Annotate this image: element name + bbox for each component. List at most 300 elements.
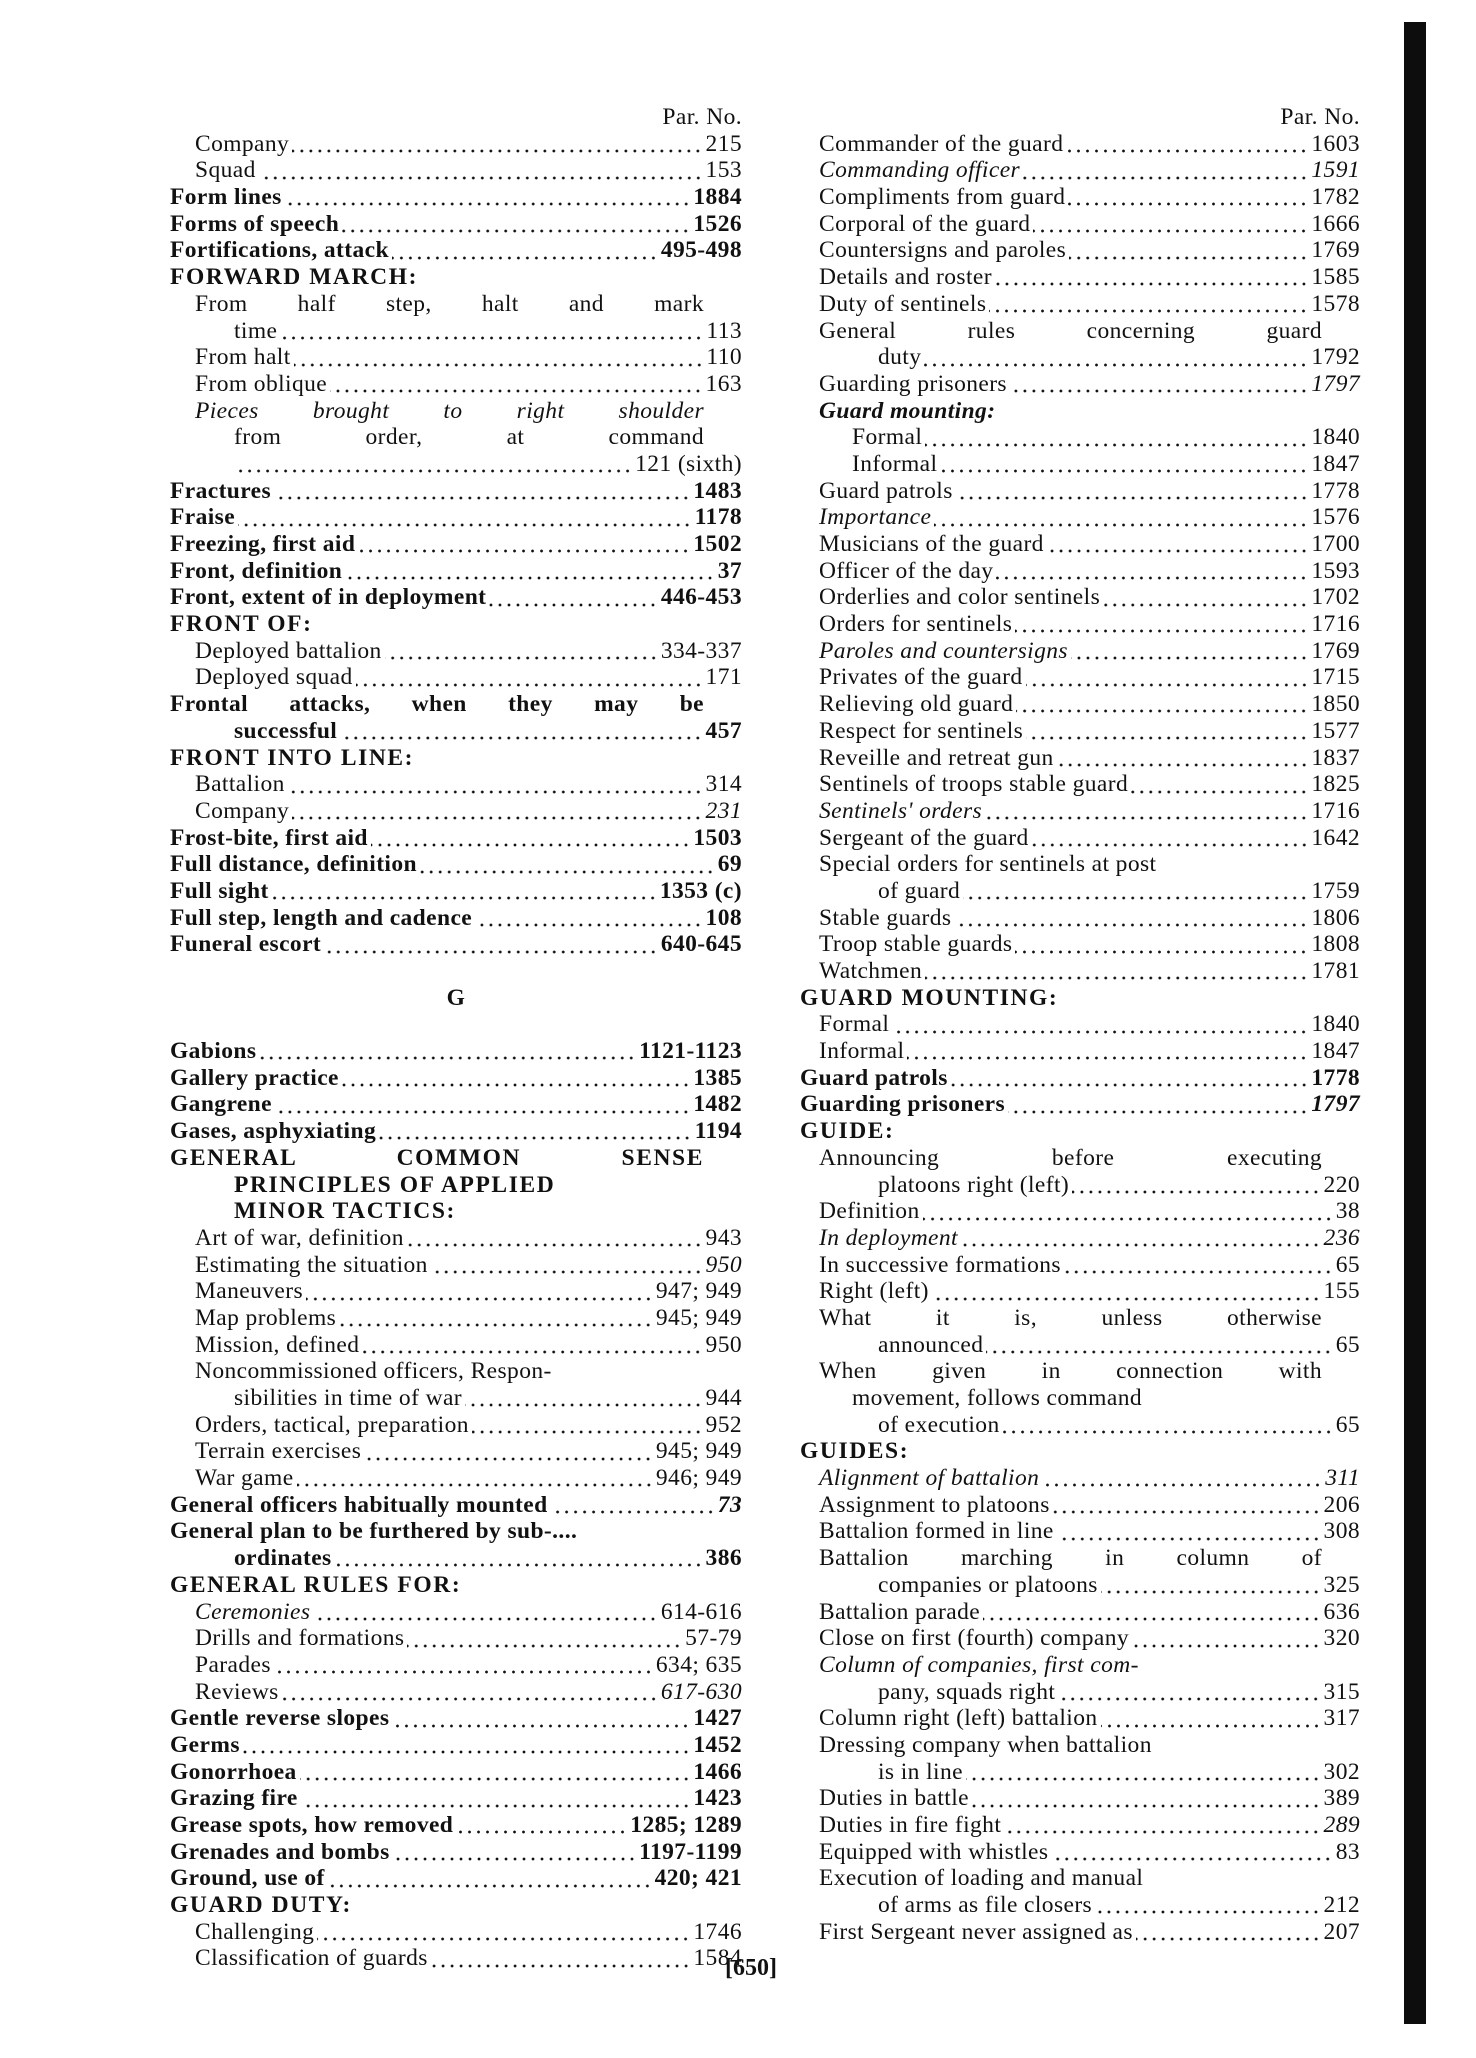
paragraph-number: 171 — [705, 664, 742, 691]
paragraph-number: 1797 — [1311, 1091, 1360, 1118]
entry-label: Alignment of battalion — [819, 1465, 1040, 1492]
dot-leader — [272, 895, 657, 901]
dot-leader — [1131, 789, 1308, 795]
index-entry — [800, 318, 1360, 345]
index-entry — [170, 1278, 742, 1305]
index-entry — [170, 771, 742, 798]
index-entry — [800, 771, 1360, 798]
index-entry — [800, 691, 1360, 718]
paragraph-number: 1502 — [693, 531, 742, 557]
entry-label: General officers habitually mounted — [170, 1491, 548, 1518]
index-entry — [170, 531, 742, 558]
index-entry — [170, 1438, 742, 1465]
entry-label: Frontal attacks, when they may be — [170, 691, 704, 718]
paragraph-number: 110 — [706, 344, 742, 371]
entry-label: Freezing, first aid — [170, 531, 356, 557]
index-entry — [170, 931, 742, 958]
dot-leader — [932, 1296, 1321, 1302]
entry-label: FORWARD MARCH: — [170, 264, 419, 291]
entry-label: Challenging — [195, 1918, 315, 1945]
dot-leader — [986, 1349, 1332, 1355]
paragraph-number: 215 — [705, 130, 742, 157]
paragraph-number: 1178 — [694, 504, 742, 531]
paragraph-number: 947; 949 — [655, 1278, 742, 1305]
index-entry — [800, 371, 1360, 398]
index-entry — [800, 584, 1360, 611]
index-entry — [170, 825, 742, 852]
dot-leader — [1068, 201, 1308, 207]
paragraph-number: 83 — [1335, 1838, 1360, 1865]
index-entry — [170, 1759, 742, 1786]
blank-line — [170, 1011, 742, 1038]
paragraph-number: 57-79 — [685, 1625, 742, 1652]
paragraph-number: 1850 — [1311, 691, 1360, 718]
paragraph-number: 308 — [1323, 1518, 1360, 1545]
paragraph-number: 1585 — [1311, 264, 1360, 291]
entry-label: Guard patrols — [819, 477, 953, 504]
entry-label: Commanding officer — [819, 157, 1021, 184]
dot-leader — [1032, 842, 1309, 848]
dot-leader — [1023, 175, 1308, 181]
index-entry — [170, 344, 742, 371]
index-entry — [170, 504, 742, 531]
entry-label: Guarding prisoners — [800, 1091, 1006, 1118]
index-entry — [800, 878, 1360, 905]
entry-label: of execution — [878, 1411, 1000, 1438]
index-entry — [170, 1705, 742, 1732]
paragraph-number: 163 — [705, 370, 742, 397]
index-entry — [170, 1732, 742, 1759]
entry-label: Duty of sentinels — [819, 290, 987, 317]
entry-label: Paroles and countersigns — [819, 637, 1068, 664]
dot-leader — [963, 895, 1308, 901]
index-entry — [170, 1305, 742, 1332]
entry-label: Gases, asphyxiating — [170, 1118, 377, 1145]
entry-label: Guard mounting: — [819, 397, 996, 424]
paragraph-number: 1808 — [1311, 931, 1360, 958]
dot-leader — [951, 1082, 1309, 1088]
entry-label: Full distance, definition — [170, 851, 417, 878]
paragraph-number: 325 — [1323, 1571, 1360, 1598]
index-entry — [170, 1412, 742, 1439]
index-entry — [800, 1358, 1360, 1385]
dot-leader — [237, 468, 632, 474]
scan-edge-shadow — [1404, 22, 1426, 2024]
entry-label: Full step, length and cadence — [170, 904, 473, 931]
dot-leader — [472, 1429, 703, 1435]
paragraph-number: 386 — [705, 1545, 742, 1572]
dot-leader — [285, 201, 691, 207]
index-entry — [170, 1385, 742, 1412]
dot-leader — [324, 949, 658, 955]
index-entry — [170, 451, 742, 478]
entry-label: From oblique — [195, 370, 328, 397]
par-no-label: Par. No. — [1280, 104, 1360, 130]
index-entry — [170, 157, 742, 184]
dot-leader — [1136, 1936, 1321, 1942]
index-entry — [800, 1919, 1360, 1946]
index-entry — [800, 451, 1360, 478]
dot-leader — [551, 1509, 715, 1515]
dot-leader — [907, 1055, 1308, 1061]
paragraph-number: 943 — [705, 1224, 742, 1251]
entry-label: Classification of guards — [195, 1945, 428, 1972]
index-entry — [800, 131, 1360, 158]
paragraph-number: 1825 — [1311, 771, 1360, 798]
dot-leader — [393, 1856, 637, 1862]
dot-leader — [407, 1643, 682, 1649]
dot-leader — [1071, 655, 1308, 661]
index-entry — [800, 1572, 1360, 1599]
entry-label: Front, extent of in deployment — [170, 584, 487, 611]
entry-label: Orders, tactical, preparation — [195, 1411, 469, 1438]
paragraph-number: 65 — [1335, 1251, 1360, 1278]
index-entry — [170, 318, 742, 345]
index-entry — [170, 1225, 742, 1252]
entry-label: PRINCIPLES OF APPLIED — [234, 1171, 556, 1198]
entry-label: Commander of the guard — [819, 130, 1064, 157]
entry-label: from order, at command — [234, 424, 704, 451]
paragraph-number: 206 — [1323, 1491, 1360, 1518]
paragraph-number: 1716 — [1311, 611, 1360, 638]
entry-label: Mission, defined — [195, 1331, 360, 1358]
index-entry — [170, 131, 742, 158]
dot-leader — [966, 1776, 1321, 1782]
dot-leader — [1042, 1482, 1322, 1488]
entry-label: Close on first (fourth) company — [819, 1625, 1130, 1652]
index-entry — [800, 905, 1360, 932]
entry-label: Definition — [819, 1198, 920, 1225]
entry-label: Noncommissioned officers, Respon- — [195, 1358, 552, 1385]
paragraph-number: 1452 — [693, 1731, 742, 1758]
index-entry — [170, 1865, 742, 1892]
paragraph-number: 155 — [1323, 1278, 1360, 1305]
dot-leader — [1010, 388, 1308, 394]
entry-label: Guarding prisoners — [819, 370, 1007, 397]
dot-leader — [972, 1803, 1321, 1809]
paragraph-number: 946; 949 — [655, 1465, 742, 1492]
entry-label: Orders for sentinels — [819, 611, 1013, 638]
index-entry — [800, 1599, 1360, 1626]
entry-label: Column of companies, first com- — [819, 1651, 1139, 1678]
entry-label: GUARD MOUNTING: — [800, 984, 1059, 1011]
paragraph-number: 334-337 — [660, 637, 742, 664]
dot-leader — [1015, 628, 1308, 634]
paragraph-number: 1792 — [1311, 344, 1360, 371]
entry-label: GENERAL COMMON SENSE — [170, 1144, 704, 1171]
dot-leader — [282, 1696, 658, 1702]
index-entry — [170, 1945, 742, 1972]
paragraph-number: 302 — [1323, 1758, 1360, 1785]
entry-label: Gentle reverse slopes — [170, 1705, 390, 1732]
entry-label: Stable guards — [819, 904, 952, 931]
paragraph-number: 1578 — [1311, 290, 1360, 317]
dot-leader — [431, 1269, 703, 1275]
entry-label: Grease spots, how removed — [170, 1812, 454, 1838]
paragraph-number: 1194 — [694, 1118, 742, 1145]
index-heading — [170, 1892, 742, 1919]
index-entry — [800, 1625, 1360, 1652]
paragraph-number: 1884 — [693, 184, 742, 211]
entry-label: Watchmen — [819, 958, 923, 984]
entry-label: duty — [878, 344, 922, 371]
index-entry — [800, 558, 1360, 585]
index-entry — [800, 344, 1360, 371]
paragraph-number: 945; 949 — [655, 1438, 742, 1465]
entry-label: MINOR TACTICS: — [234, 1198, 456, 1225]
dot-leader — [934, 522, 1308, 528]
index-entry — [800, 531, 1360, 558]
entry-label: War game — [195, 1465, 294, 1492]
dot-leader — [288, 789, 703, 795]
entry-label: GUIDES: — [800, 1438, 910, 1465]
dot-leader — [292, 815, 702, 821]
index-entry — [800, 291, 1360, 318]
index-entry — [170, 1625, 742, 1652]
paragraph-number: 1577 — [1311, 717, 1360, 744]
dot-leader — [1016, 708, 1308, 714]
entry-label: Formal — [852, 424, 923, 451]
entry-label: movement, follows command — [852, 1385, 1142, 1411]
dot-leader — [1057, 1536, 1321, 1542]
entry-label: Gallery practice — [170, 1064, 339, 1091]
dot-leader — [371, 842, 690, 848]
index-entry — [170, 1038, 742, 1065]
entry-label: Reveille and retreat gun — [819, 744, 1054, 771]
index-entry — [170, 291, 742, 318]
index-entry — [800, 1865, 1360, 1892]
entry-label: Column right (left) battalion — [819, 1705, 1098, 1732]
paragraph-number: 1806 — [1311, 904, 1360, 931]
index-entry — [800, 398, 1360, 425]
entry-label: Execution of loading and manual — [819, 1865, 1144, 1892]
index-entry — [800, 1732, 1360, 1759]
dot-leader — [995, 281, 1308, 287]
entry-label: Compliments from guard — [819, 184, 1066, 211]
dot-leader — [379, 1135, 692, 1141]
index-entry — [800, 825, 1360, 852]
index-entry — [170, 1358, 742, 1385]
index-heading — [170, 264, 742, 291]
paragraph-number: 1769 — [1311, 237, 1360, 264]
entry-label: In successive formations — [819, 1251, 1061, 1278]
dot-leader — [1051, 1856, 1332, 1862]
column-header — [170, 104, 742, 131]
entry-label: platoons right (left) — [878, 1171, 1070, 1198]
entry-label: G — [446, 984, 466, 1011]
index-entry — [800, 611, 1360, 638]
paragraph-number: 1576 — [1311, 504, 1360, 531]
paragraph-number: 614-616 — [660, 1598, 742, 1625]
dot-leader — [301, 1803, 691, 1809]
paragraph-number: 207 — [1323, 1918, 1360, 1945]
dot-leader — [297, 1482, 653, 1488]
index-entry — [800, 1812, 1360, 1839]
index-entry — [800, 1038, 1360, 1065]
index-entry — [800, 184, 1360, 211]
dot-leader — [1066, 148, 1308, 154]
index-entry — [170, 905, 742, 932]
dot-leader — [956, 495, 1309, 501]
index-entry — [170, 1332, 742, 1359]
paragraph-number: 1666 — [1311, 210, 1360, 237]
entry-label: Battalion marching in column of — [819, 1545, 1322, 1572]
entry-label: Officer of the day — [819, 557, 994, 584]
index-entry — [800, 1412, 1360, 1439]
paragraph-number: 1700 — [1311, 531, 1360, 557]
entry-label: GUARD DUTY: — [170, 1892, 352, 1919]
index-entry — [800, 1545, 1360, 1572]
entry-label: Estimating the situation — [195, 1251, 428, 1278]
dot-leader — [1026, 682, 1309, 688]
dot-leader — [892, 1029, 1308, 1035]
entry-label: Art of war, definition — [195, 1224, 404, 1251]
paragraph-number: 1285; 1289 — [630, 1812, 742, 1838]
paragraph-number: 1716 — [1311, 797, 1360, 824]
index-entry — [170, 718, 742, 745]
index-heading — [170, 1198, 742, 1225]
entry-label: Corporal of the guard — [819, 210, 1031, 237]
dot-leader — [358, 548, 690, 554]
dot-leader — [328, 1883, 652, 1889]
dot-leader — [1072, 1189, 1320, 1195]
entry-label: Privates of the guard — [819, 664, 1023, 691]
index-entry — [800, 1705, 1360, 1732]
index-entry — [170, 1839, 742, 1866]
entry-label: Fortifications, attack — [170, 237, 389, 264]
dot-leader — [300, 1776, 691, 1782]
index-entry — [800, 1225, 1360, 1252]
entry-label: Announcing before executing — [819, 1144, 1322, 1171]
page-number: [650] — [725, 1955, 777, 1981]
entry-label: From halt — [195, 344, 291, 371]
entry-label: What it is, unless otherwise — [819, 1304, 1322, 1331]
entry-label: FRONT INTO LINE: — [170, 744, 415, 771]
index-entry — [170, 478, 742, 505]
index-entry — [800, 1492, 1360, 1519]
entry-label: sibilities in time of war — [234, 1385, 462, 1411]
entry-label: Grenades and bombs — [170, 1838, 390, 1865]
index-entry — [800, 237, 1360, 264]
dot-leader — [1008, 1109, 1308, 1115]
entry-label: successful — [234, 717, 338, 744]
index-entry — [170, 691, 742, 718]
entry-label: GUIDE: — [800, 1118, 895, 1145]
entry-label: announced — [878, 1331, 984, 1358]
dot-leader — [280, 335, 703, 341]
index-entry — [170, 878, 742, 905]
entry-label: Terrain exercises — [195, 1438, 362, 1465]
dot-leader — [259, 1055, 636, 1061]
index-entry — [800, 1518, 1360, 1545]
paragraph-number: 236 — [1323, 1224, 1360, 1251]
entry-label: of arms as file closers — [878, 1892, 1093, 1919]
entry-label: General rules concerning guard — [819, 317, 1322, 344]
paragraph-number: 446-453 — [660, 584, 742, 611]
paragraph-number: 1778 — [1311, 477, 1360, 504]
entry-label: Form lines — [170, 184, 282, 211]
dot-leader — [925, 975, 1308, 981]
entry-label: time — [234, 317, 278, 344]
entry-label: Details and roster — [819, 264, 992, 291]
index-entry — [800, 157, 1360, 184]
index-heading — [800, 1118, 1360, 1145]
paragraph-number: 121 (sixth) — [635, 450, 742, 477]
entry-label: Parades — [195, 1651, 271, 1678]
entry-label: In deployment — [819, 1224, 958, 1251]
entry-label: Reviews — [195, 1678, 279, 1705]
paragraph-number: 495-498 — [660, 237, 742, 264]
dot-leader — [342, 1082, 691, 1088]
paragraph-number: 65 — [1335, 1411, 1360, 1438]
entry-label: Fraise — [170, 504, 236, 531]
entry-label: Frost-bite, first aid — [170, 824, 368, 851]
paragraph-number: 1702 — [1311, 584, 1360, 611]
index-entry — [800, 851, 1360, 878]
paragraph-number: 1591 — [1311, 157, 1360, 184]
entry-label: Pieces brought to right shoulder — [195, 397, 704, 424]
entry-label: ordinates — [234, 1545, 332, 1572]
entry-label: First Sergeant never assigned as — [819, 1918, 1133, 1945]
index-entry — [800, 1652, 1360, 1679]
paragraph-number: 38 — [1335, 1198, 1360, 1225]
index-entry — [170, 1545, 742, 1572]
paragraph-number: 1584 — [693, 1945, 742, 1972]
entry-label: Grazing fire — [170, 1785, 298, 1812]
index-entry — [170, 1652, 742, 1679]
index-entry — [800, 1252, 1360, 1279]
index-entry — [800, 931, 1360, 958]
entry-label: companies or platoons — [878, 1571, 1098, 1598]
entry-label: Musicians of the guard — [819, 531, 1044, 557]
dot-leader — [364, 1456, 653, 1462]
dot-leader — [330, 388, 702, 394]
index-entry — [170, 1065, 742, 1092]
index-heading — [170, 1172, 742, 1199]
index-heading — [170, 745, 742, 772]
entry-label: General plan to be furthered by sub-.... — [170, 1518, 578, 1545]
entry-label: Dressing company when battalion — [819, 1731, 1152, 1758]
entry-label: Battalion — [195, 771, 285, 798]
index-entry — [800, 478, 1360, 505]
index-entry — [800, 1679, 1360, 1706]
entry-label: pany, squads right — [878, 1678, 1056, 1705]
paragraph-number: 1483 — [693, 477, 742, 504]
dot-leader — [996, 575, 1308, 581]
entry-label: Gangrene — [170, 1091, 272, 1118]
paragraph-number: 315 — [1323, 1678, 1360, 1705]
index-entry — [170, 1919, 742, 1946]
dot-leader — [1033, 228, 1308, 234]
paragraph-number: 944 — [705, 1385, 742, 1411]
entry-label: Gonorrhoea — [170, 1758, 297, 1785]
section-letter — [170, 985, 742, 1012]
dot-leader — [940, 468, 1308, 474]
entry-label: FRONT OF: — [170, 611, 313, 638]
left-index-column — [170, 104, 742, 1972]
paragraph-number: 1197-1199 — [639, 1838, 742, 1865]
paragraph-number: 1837 — [1311, 744, 1360, 771]
dot-leader — [456, 1829, 627, 1835]
paragraph-number: 320 — [1323, 1625, 1360, 1652]
entry-label: Troop stable guards — [819, 931, 1013, 958]
dot-leader — [1101, 1723, 1321, 1729]
paragraph-number: 636 — [1323, 1598, 1360, 1625]
index-entry — [800, 1892, 1360, 1919]
paragraph-number: 457 — [705, 717, 742, 744]
dot-leader — [407, 1242, 703, 1248]
index-entry — [800, 1465, 1360, 1492]
